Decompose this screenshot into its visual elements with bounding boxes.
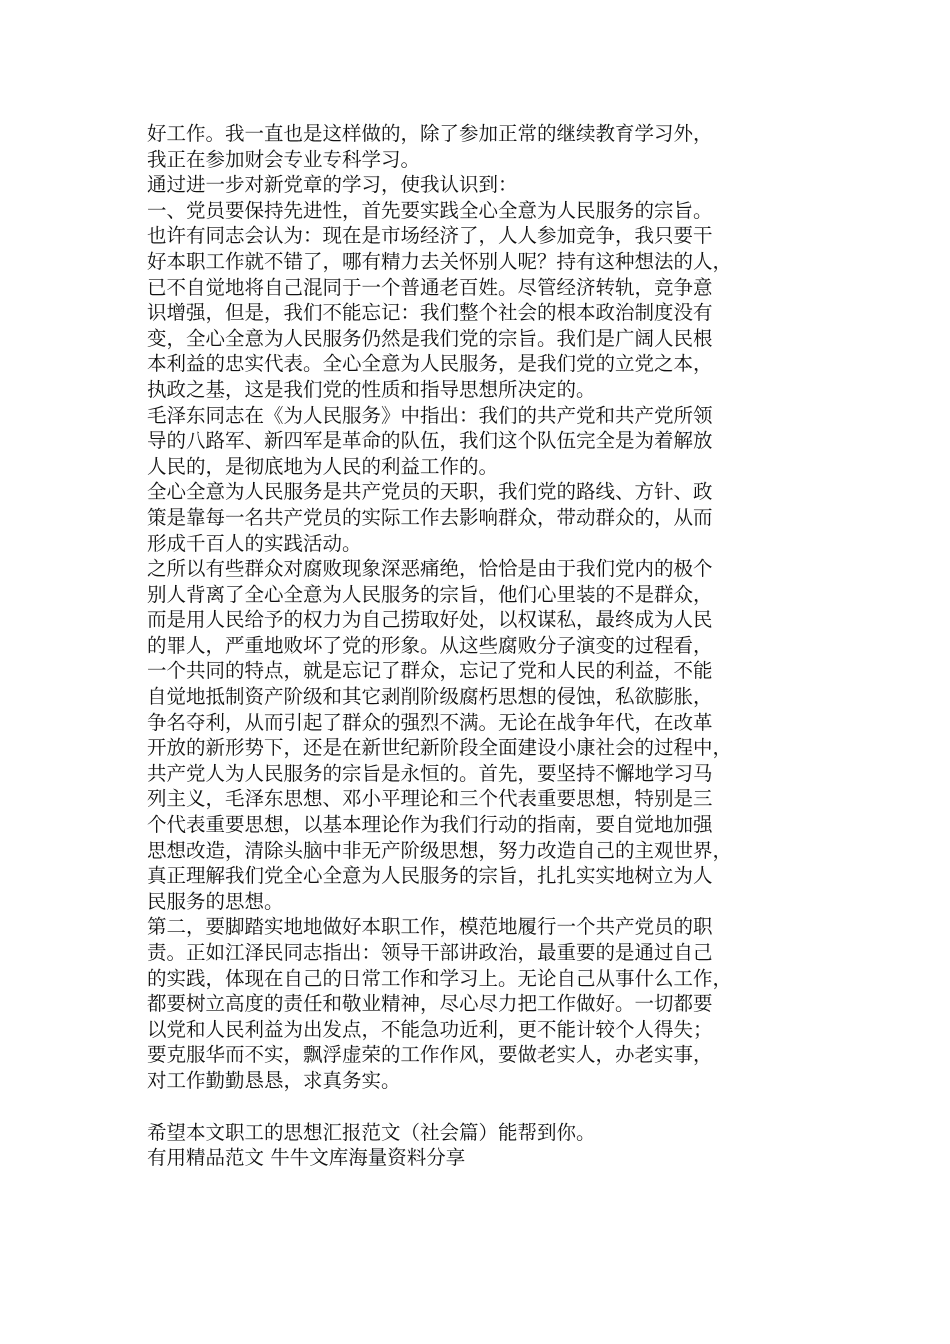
text-line: 列主义，毛泽东思想、邓小平理论和三个代表重要思想，特别是三 (147, 787, 713, 811)
text-line: 真正理解我们党全心全意为人民服务的宗旨，扎扎实实地树立为人 (147, 864, 713, 888)
closing-line: 希望本文职工的思想汇报范文（社会篇）能帮到你。 (147, 1120, 596, 1144)
text-line: 执政之基，这是我们党的性质和指导思想所决定的。 (147, 377, 596, 401)
text-line: 的实践，体现在自己的日常工作和学习上。无论自己从事什么工作， (147, 966, 733, 990)
text-line: 共产党人为人民服务的宗旨是永恒的。首先，要坚持不懈地学习马 (147, 761, 713, 785)
text-line: 开放的新形势下，还是在新世纪新阶段全面建设小康社会的过程中， (147, 736, 733, 760)
text-line: 已不自觉地将自己混同于一个普通老百姓。尽管经济转轨，竞争意 (147, 275, 713, 299)
text-line: 一、党员要保持先进性，首先要实践全心全意为人民服务的宗旨。 (147, 198, 713, 222)
paragraph-gap (147, 1094, 807, 1120)
text-line: 也许有同志会认为：现在是市场经济了，人人参加竞争，我只要干 (147, 224, 713, 248)
text-line: 变，全心全意为人民服务仍然是我们党的宗旨。我们是广阔人民根 (147, 326, 713, 350)
text-line: 而是用人民给予的权力为自己捞取好处，以权谋私，最终成为人民 (147, 608, 713, 632)
text-line: 本利益的忠实代表。全心全意为人民服务，是我们党的立党之本， (147, 352, 713, 376)
text-line: 导的八路军、新四军是革命的队伍，我们这个队伍完全是为着解放 (147, 429, 713, 453)
text-line: 通过进一步对新党章的学习，使我认识到： (147, 173, 518, 197)
text-line: 民服务的思想。 (147, 889, 284, 913)
text-line: 个代表重要思想，以基本理论作为我们行动的指南，要自觉地加强 (147, 813, 713, 837)
text-line: 毛泽东同志在《为人民服务》中指出：我们的共产党和共产党所领 (147, 403, 713, 427)
text-line: 识增强，但是，我们不能忘记：我们整个社会的根本政治制度没有 (147, 301, 713, 325)
text-line: 自觉地抵制资产阶级和其它剥削阶级腐朽思想的侵蚀，私欲膨胀， (147, 685, 713, 709)
text-line: 人民的，是彻底地为人民的利益工作的。 (147, 454, 499, 478)
text-line: 以党和人民利益为出发点，不能急功近利，更不能计较个人得失； (147, 1017, 713, 1041)
text-line: 争名夺利，从而引起了群众的强烈不满。无论在战争年代，在改革 (147, 710, 713, 734)
text-line: 思想改造，清除头脑中非无产阶级思想，努力改造自己的主观世界， (147, 838, 733, 862)
text-line: 好工作。我一直也是这样做的，除了参加正常的继续教育学习外， (147, 122, 713, 145)
text-line: 都要树立高度的责任和敬业精神，尽心尽力把工作做好。一切都要 (147, 992, 713, 1016)
text-line: 策是靠每一名共产党员的实际工作去影响群众，带动群众的，从而 (147, 505, 713, 529)
text-line: 别人背离了全心全意为人民服务的宗旨，他们心里装的不是群众， (147, 582, 713, 606)
text-line: 要克服华而不实，飘浮虚荣的工作作风，要做老实人，办老实事， (147, 1043, 713, 1067)
text-line: 之所以有些群众对腐败现象深恶痛绝，恰恰是由于我们党内的极个 (147, 557, 713, 581)
footer-line: 有用精品范文 牛牛文库海量资料分享 (147, 1146, 466, 1170)
text-line: 一个共同的特点，就是忘记了群众，忘记了党和人民的利益，不能 (147, 659, 713, 683)
text-line: 我正在参加财会专业专科学习。 (147, 147, 421, 171)
text-line: 好本职工作就不错了，哪有精力去关怀别人呢？持有这种想法的人， (147, 249, 733, 273)
document-body (147, 121, 807, 1171)
text-line: 形成千百人的实践活动。 (147, 531, 362, 555)
text-line: 的罪人，严重地败坏了党的形象。从这些腐败分子演变的过程看， (147, 633, 713, 657)
text-line: 全心全意为人民服务是共产党员的天职，我们党的路线、方针、政 (147, 480, 713, 504)
text-line: 责。正如江泽民同志指出：领导干部讲政治，最重要的是通过自己 (147, 941, 713, 964)
text-line: 第二，要脚踏实地地做好本职工作，模范地履行一个共产党员的职 (147, 915, 713, 939)
text-line: 对工作勤勤恳恳，求真务实。 (147, 1068, 401, 1092)
